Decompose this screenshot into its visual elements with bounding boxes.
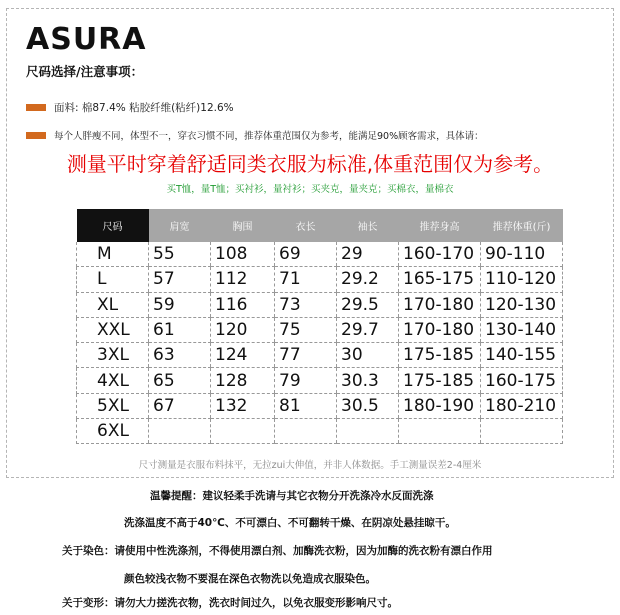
table-cell: 160-175: [481, 368, 563, 393]
table-cell: 175-185: [399, 368, 481, 393]
column-header: 推荐体重(斤): [481, 209, 563, 242]
table-cell: 29.5: [337, 292, 399, 317]
care-deform-line: 关于变形：请勿大力搓洗衣物，洗衣时间过久，以免衣服变形影响尺寸。: [62, 597, 398, 609]
fit-notice: [26, 128, 484, 142]
column-header: 胸围: [211, 209, 275, 242]
table-cell: 130-140: [481, 317, 563, 342]
table-cell: 79: [275, 368, 337, 393]
size-label-cell: XXL: [77, 317, 149, 342]
care-dye-line: 关于染色：请使用中性洗涤剂，不得使用漂白剂、加酶洗衣粉，因为加酶的洗衣粉有漂白作用: [62, 545, 493, 557]
table-row: [77, 343, 563, 368]
table-cell: 30.3: [337, 368, 399, 393]
table-cell: 132: [211, 393, 275, 418]
table-cell: [211, 419, 275, 444]
size-table-header: [77, 209, 563, 242]
column-header: 尺码: [77, 209, 149, 242]
table-row: [77, 242, 563, 267]
column-header: 肩宽: [149, 209, 211, 242]
table-cell: 140-155: [481, 343, 563, 368]
brand-logo: ASURA: [26, 22, 147, 57]
fit-notice-text: 每个人胖瘦不同，体型不一，穿衣习惯不同，推荐体重范围仅为参考，能满足90%顾客需求，具体请：: [54, 131, 484, 142]
table-cell: 75: [275, 317, 337, 342]
size-label-cell: L: [77, 267, 149, 292]
care-temperature-line: 洗涤温度不高于40℃、不可漂白、不可翻转干燥、在阴凉处悬挂晾干。: [124, 517, 456, 529]
size-label-cell: 4XL: [77, 368, 149, 393]
table-cell: 65: [149, 368, 211, 393]
bullet-bar-icon: [26, 132, 46, 139]
table-row: [77, 368, 563, 393]
fabric-note: [26, 100, 234, 115]
column-header: 推荐身高: [399, 209, 481, 242]
table-row: [77, 419, 563, 444]
table-cell: [481, 419, 563, 444]
table-cell: [149, 419, 211, 444]
table-cell: 77: [275, 343, 337, 368]
measurement-caption: 尺寸测量是衣服布料抹平，无拉zui大伸值，并非人体数据。手工测量误差2-4厘米: [138, 460, 482, 471]
table-cell: 29.7: [337, 317, 399, 342]
table-cell: 110-120: [481, 267, 563, 292]
table-row: [77, 393, 563, 418]
size-label-cell: XL: [77, 292, 149, 317]
fabric-text: 面料: 棉87.4% 粘胶纤维(粘纤)12.6%: [54, 102, 234, 114]
measure-tip: 买T恤，量T恤；买衬衫，量衬衫；买夹克，量夹克；买棉衣，量棉衣: [166, 184, 454, 195]
table-cell: 165-175: [399, 267, 481, 292]
table-cell: 55: [149, 242, 211, 267]
table-cell: 120-130: [481, 292, 563, 317]
table-row: [77, 292, 563, 317]
table-cell: 160-170: [399, 242, 481, 267]
table-row: [77, 317, 563, 342]
table-cell: 73: [275, 292, 337, 317]
table-cell: 63: [149, 343, 211, 368]
size-label-cell: 6XL: [77, 419, 149, 444]
table-cell: 180-210: [481, 393, 563, 418]
table-cell: 30.5: [337, 393, 399, 418]
table-cell: 57: [149, 267, 211, 292]
table-cell: 69: [275, 242, 337, 267]
size-label-cell: 3XL: [77, 343, 149, 368]
table-cell: 175-185: [399, 343, 481, 368]
bullet-bar-icon: [26, 104, 46, 111]
table-cell: 170-180: [399, 292, 481, 317]
column-header: 袖长: [337, 209, 399, 242]
table-cell: 108: [211, 242, 275, 267]
size-table: [76, 209, 563, 444]
table-cell: 61: [149, 317, 211, 342]
table-cell: [337, 419, 399, 444]
table-cell: 116: [211, 292, 275, 317]
table-cell: 81: [275, 393, 337, 418]
table-cell: 71: [275, 267, 337, 292]
table-cell: 124: [211, 343, 275, 368]
table-cell: 120: [211, 317, 275, 342]
table-cell: 180-190: [399, 393, 481, 418]
table-cell: 29: [337, 242, 399, 267]
size-label-cell: M: [77, 242, 149, 267]
section-title: 尺码选择/注意事项：: [26, 64, 144, 79]
measure-headline: 测量平时穿着舒适同类衣服为标准,体重范围仅为参考。: [66, 152, 554, 176]
care-dye-line-2: 颜色较浅衣物不要混在深色衣物洗以免造成衣服染色。: [124, 573, 376, 585]
table-cell: 90-110: [481, 242, 563, 267]
column-header: 衣长: [275, 209, 337, 242]
table-row: [77, 267, 563, 292]
care-tip-line: 温馨提醒：建议轻柔手洗请与其它衣物分开洗涤冷水反面洗涤: [150, 490, 434, 502]
table-cell: 170-180: [399, 317, 481, 342]
table-cell: 128: [211, 368, 275, 393]
table-cell: [275, 419, 337, 444]
table-cell: 59: [149, 292, 211, 317]
table-cell: 29.2: [337, 267, 399, 292]
table-cell: 30: [337, 343, 399, 368]
size-label-cell: 5XL: [77, 393, 149, 418]
table-cell: 67: [149, 393, 211, 418]
table-cell: 112: [211, 267, 275, 292]
table-cell: [399, 419, 481, 444]
